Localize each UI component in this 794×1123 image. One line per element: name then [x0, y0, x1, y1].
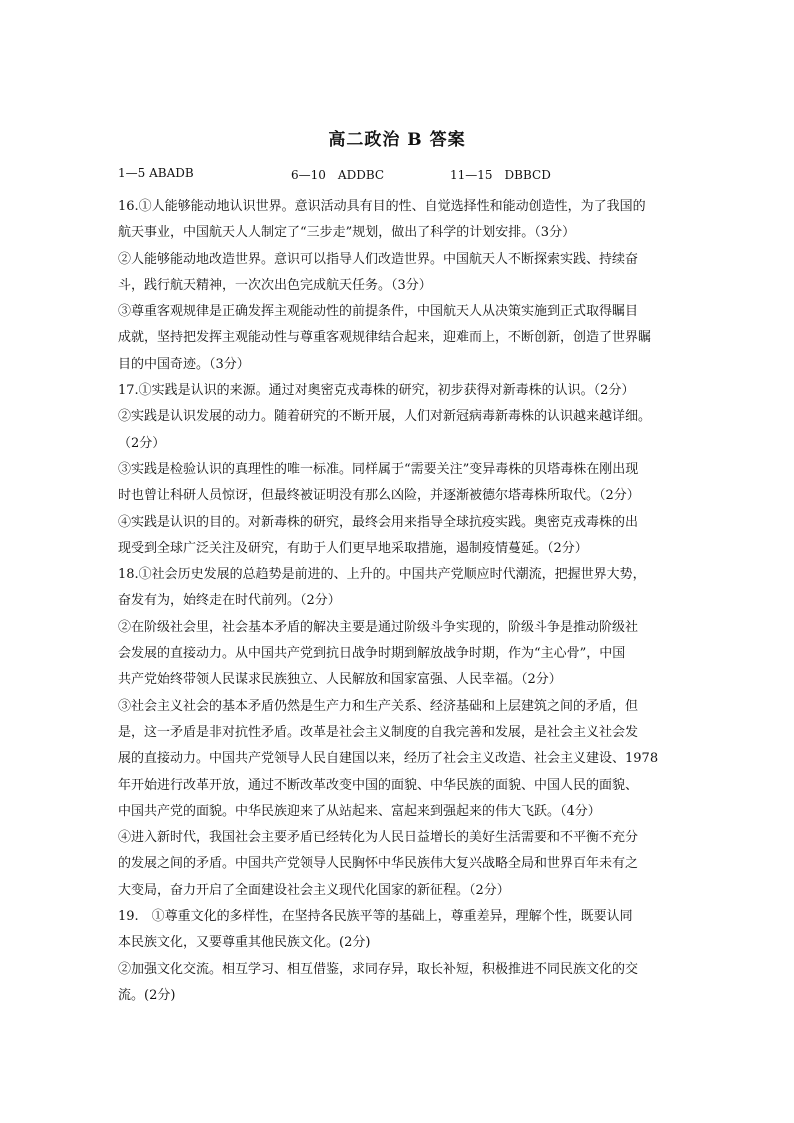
- answer-line: ③尊重客观规律是正确发挥主观能动性的前提条件，中国航天人从决策实施到正式取得瞩目: [118, 304, 639, 320]
- answer-line: ④实践是认识的目的。对新毒株的研究，最终会用来指导全球抗疫实践。奥密克戎毒株的出: [118, 514, 639, 530]
- answer-line: 现受到全球广泛关注及研究，有助于人们更早地采取措施，遏制疫情蔓延。（2分）: [118, 540, 588, 556]
- answer-line: 奋发有为，始终走在时代前列。（2分）: [118, 593, 341, 609]
- answer-line: ③实践是检验认识的真理性的唯一标准。同样属于“需要关注”变异毒株的贝塔毒株在刚出现: [118, 461, 639, 477]
- answer-line: 目的中国奇迹。（3分）: [118, 356, 250, 372]
- answer-line: 斗，践行航天精神，一次次出色完成航天任务。（3分）: [118, 277, 432, 293]
- answer-line: 展的直接动力。中国共产党领导人民自建国以来，经历了社会主义改造、社会主义建设、1978: [118, 751, 659, 767]
- answer-line: 是，这一矛盾是非对抗性矛盾。改革是社会主义制度的自我完善和发展，是社会主义社会发: [118, 724, 639, 740]
- answer-line: 19. ①尊重文化的多样性，在坚持各民族平等的基础上，尊重差异，理解个性，既要认同: [118, 909, 633, 925]
- answer-line: 成就，坚持把发挥主观能动性与尊重客观规律结合起来，迎难而上，不断创新，创造了世界瞩: [118, 330, 652, 346]
- answer-line: 航天事业，中国航天人人制定了“三步走”规划，做出了科学的计划安排。（3分）: [118, 225, 576, 241]
- answer-line: ②加强文化交流。相互学习、相互借鉴，求同存异，取长补短，积极推进不同民族文化的交: [118, 961, 639, 977]
- answer-line: 中国共产党的面貌。中华民族迎来了从站起来、富起来到强起来的伟大飞跃。（4分）: [118, 803, 601, 819]
- answer-line: ②实践是认识发展的动力。随着研究的不断开展，人们对新冠病毒新毒株的认识越来越详细。: [118, 409, 652, 425]
- page-title: 高二政治 B 答案: [328, 130, 466, 150]
- answer-line: 会发展的直接动力。从中国共产党到抗日战争时期到解放战争时期，作为“主心骨”，中国: [118, 646, 626, 662]
- answer-key-row: [118, 166, 698, 184]
- answer-line: 的发展之间的矛盾。中国共产党领导人民胸怀中华民族伟大复兴战略全局和世界百年未有之: [118, 856, 639, 872]
- answer-key-6-10: 6—10 ADDBC: [291, 168, 385, 182]
- answer-line: ④进入新时代，我国社会主要矛盾已经转化为人民日益增长的美好生活需要和不平衡不充分: [118, 830, 639, 846]
- answer-line: ②在阶级社会里，社会基本矛盾的解决主要是通过阶级斗争实现的，阶级斗争是推动阶级社: [118, 619, 639, 635]
- answer-line: 年开始进行改革开放，通过不断改革改变中国的面貌、中华民族的面貌、中国人民的面貌、: [118, 777, 639, 793]
- answer-line: 17.①实践是认识的来源。通过对奥密克戎毒株的研究，初步获得对新毒株的认识。（2分）: [118, 383, 635, 399]
- answer-line: ③社会主义社会的基本矛盾仍然是生产力和生产关系、经济基础和上层建筑之间的矛盾，但: [118, 698, 639, 714]
- answer-line: ②人能够能动地改造世界。意识可以指导人们改造世界。中国航天人不断探索实践、持续奋: [118, 251, 639, 267]
- answer-line: 大变局，奋力开启了全面建设社会主义现代化国家的新征程。（2分）: [118, 882, 510, 898]
- answer-line: 18.①社会历史发展的总趋势是前进的、上升的。中国共产党顺应时代潮流，把握世界大势，: [118, 567, 646, 583]
- answer-line: 共产党始终带领人民谋求民族独立、人民解放和国家富强、人民幸福。（2分）: [118, 672, 562, 688]
- answer-line: 本民族文化，又要尊重其他民族文化。(2分): [118, 935, 371, 951]
- answer-key-11-15: 11—15 DBBCD: [450, 168, 551, 182]
- answer-line: （2分）: [118, 435, 166, 451]
- answer-line: 16.①人能够能动地认识世界。意识活动具有目的性、自觉选择性和能动创造性，为了我国的: [118, 199, 646, 214]
- answer-line: 时也曾让科研人员惊讶，但最终被证明没有那么凶险，并逐渐被德尔塔毒株所取代。（2分）: [118, 488, 640, 504]
- answer-line: 流。(2分): [118, 987, 176, 1003]
- answer-key-1-5: 1—5 ABADB: [118, 166, 194, 180]
- answer-body: [118, 194, 678, 1009]
